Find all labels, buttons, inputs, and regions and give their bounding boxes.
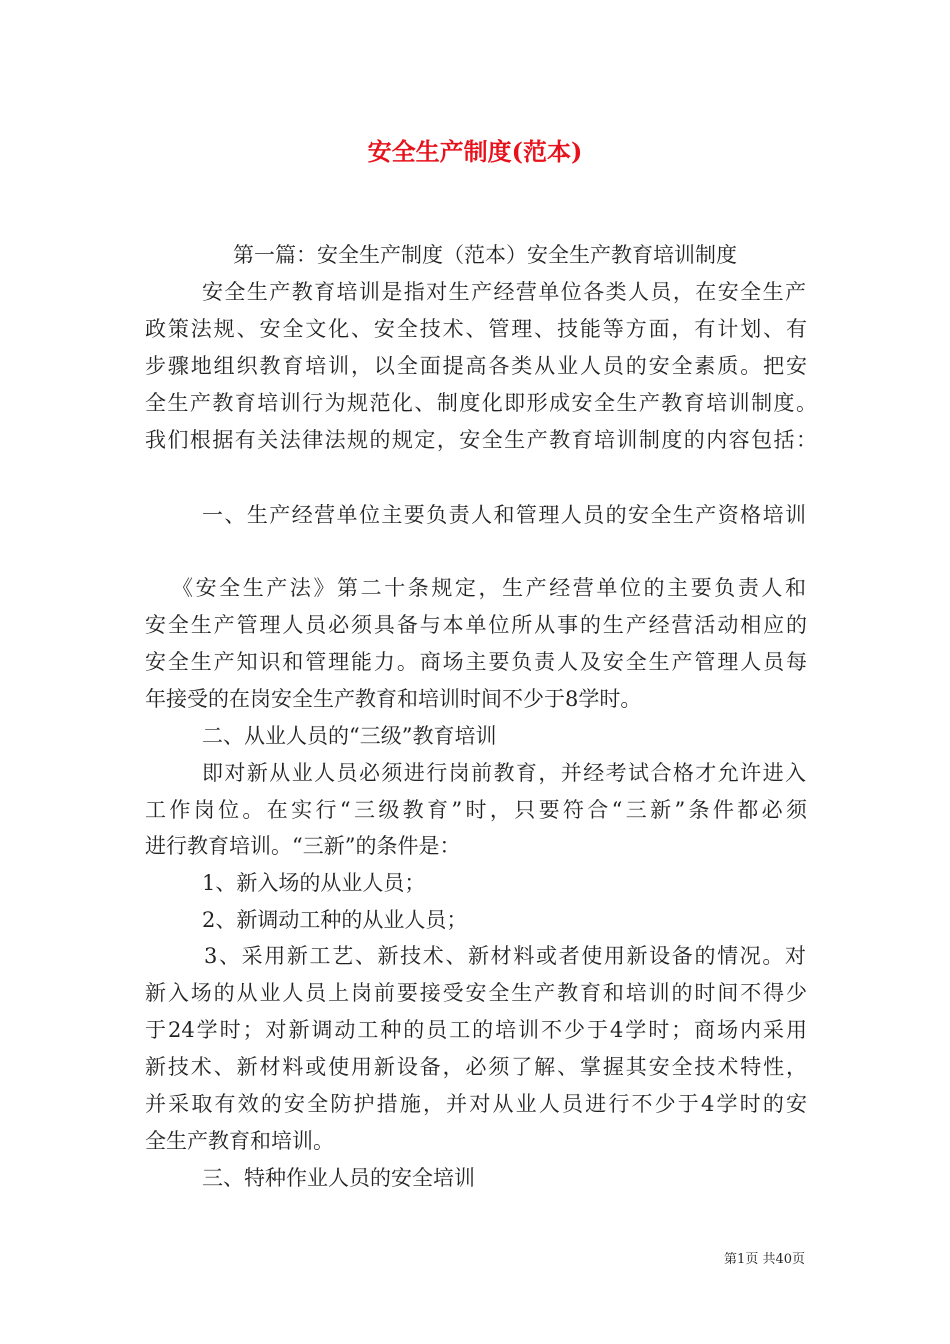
paragraph-line: 新技术、新材料或使用新设备，必须了解、掌握其安全技术特性，: [145, 1055, 807, 1079]
paragraph-line: 于24学时；对新调动工种的员工的培训不少于4学时；商场内采用: [145, 1018, 807, 1042]
list-item: 2、新调动工种的从业人员；: [202, 908, 468, 932]
document-title: 安全生产制度(范本): [367, 137, 583, 166]
paragraph-line: 并采取有效的安全防护措施，并对从业人员进行不少于4学时的安: [145, 1092, 807, 1116]
paragraph-line: 政策法规、安全文化、安全技术、管理、技能等方面，有计划、有: [145, 317, 807, 341]
paragraph-line: 工作岗位。在实行“三级教育”时，只要符合“三新”条件都必须: [145, 798, 807, 822]
paragraph-line: 安全生产知识和管理能力。商场主要负责人及安全生产管理人员每: [145, 650, 807, 674]
section-heading: 一、生产经营单位主要负责人和管理人员的安全生产资格培训: [202, 503, 806, 527]
section-heading: 二、从业人员的“三级”教育培训: [202, 724, 497, 748]
paragraph-line: 即对新从业人员必须进行岗前教育，并经考试合格才允许进入: [202, 761, 806, 785]
paragraph-line: 进行教育培训。“三新”的条件是：: [145, 834, 461, 858]
section-heading: 三、特种作业人员的安全培训: [202, 1166, 475, 1190]
paragraph-line: 安全生产管理人员必须具备与本单位所从事的生产经营活动相应的: [145, 613, 807, 637]
paragraph-line: 我们根据有关法律法规的规定，安全生产教育培训制度的内容包括：: [145, 428, 817, 452]
page-number: 第1页 共40页: [724, 1252, 805, 1267]
paragraph-line: 安全生产教育培训是指对生产经营单位各类人员，在安全生产: [202, 280, 806, 304]
paragraph-line: 全生产教育培训行为规范化、制度化即形成安全生产教育培训制度。: [145, 391, 817, 415]
list-item: 3、采用新工艺、新技术、新材料或者使用新设备的情况。对: [204, 944, 806, 968]
paragraph-line: 全生产教育和培训。: [145, 1129, 334, 1153]
section-heading: 第一篇：安全生产制度（范本）安全生产教育培训制度: [233, 243, 737, 267]
paragraph-line: 年接受的在岗安全生产教育和培训时间不少于8学时。: [145, 687, 642, 711]
paragraph-line: 新入场的从业人员上岗前要接受安全生产教育和培训的时间不得少: [145, 981, 807, 1005]
paragraph-line: 《安全生产法》第二十条规定，生产经营单位的主要负责人和: [172, 576, 806, 600]
paragraph-line: 步骤地组织教育培训，以全面提高各类从业人员的安全素质。把安: [145, 354, 807, 378]
list-item: 1、新入场的从业人员；: [202, 871, 426, 895]
